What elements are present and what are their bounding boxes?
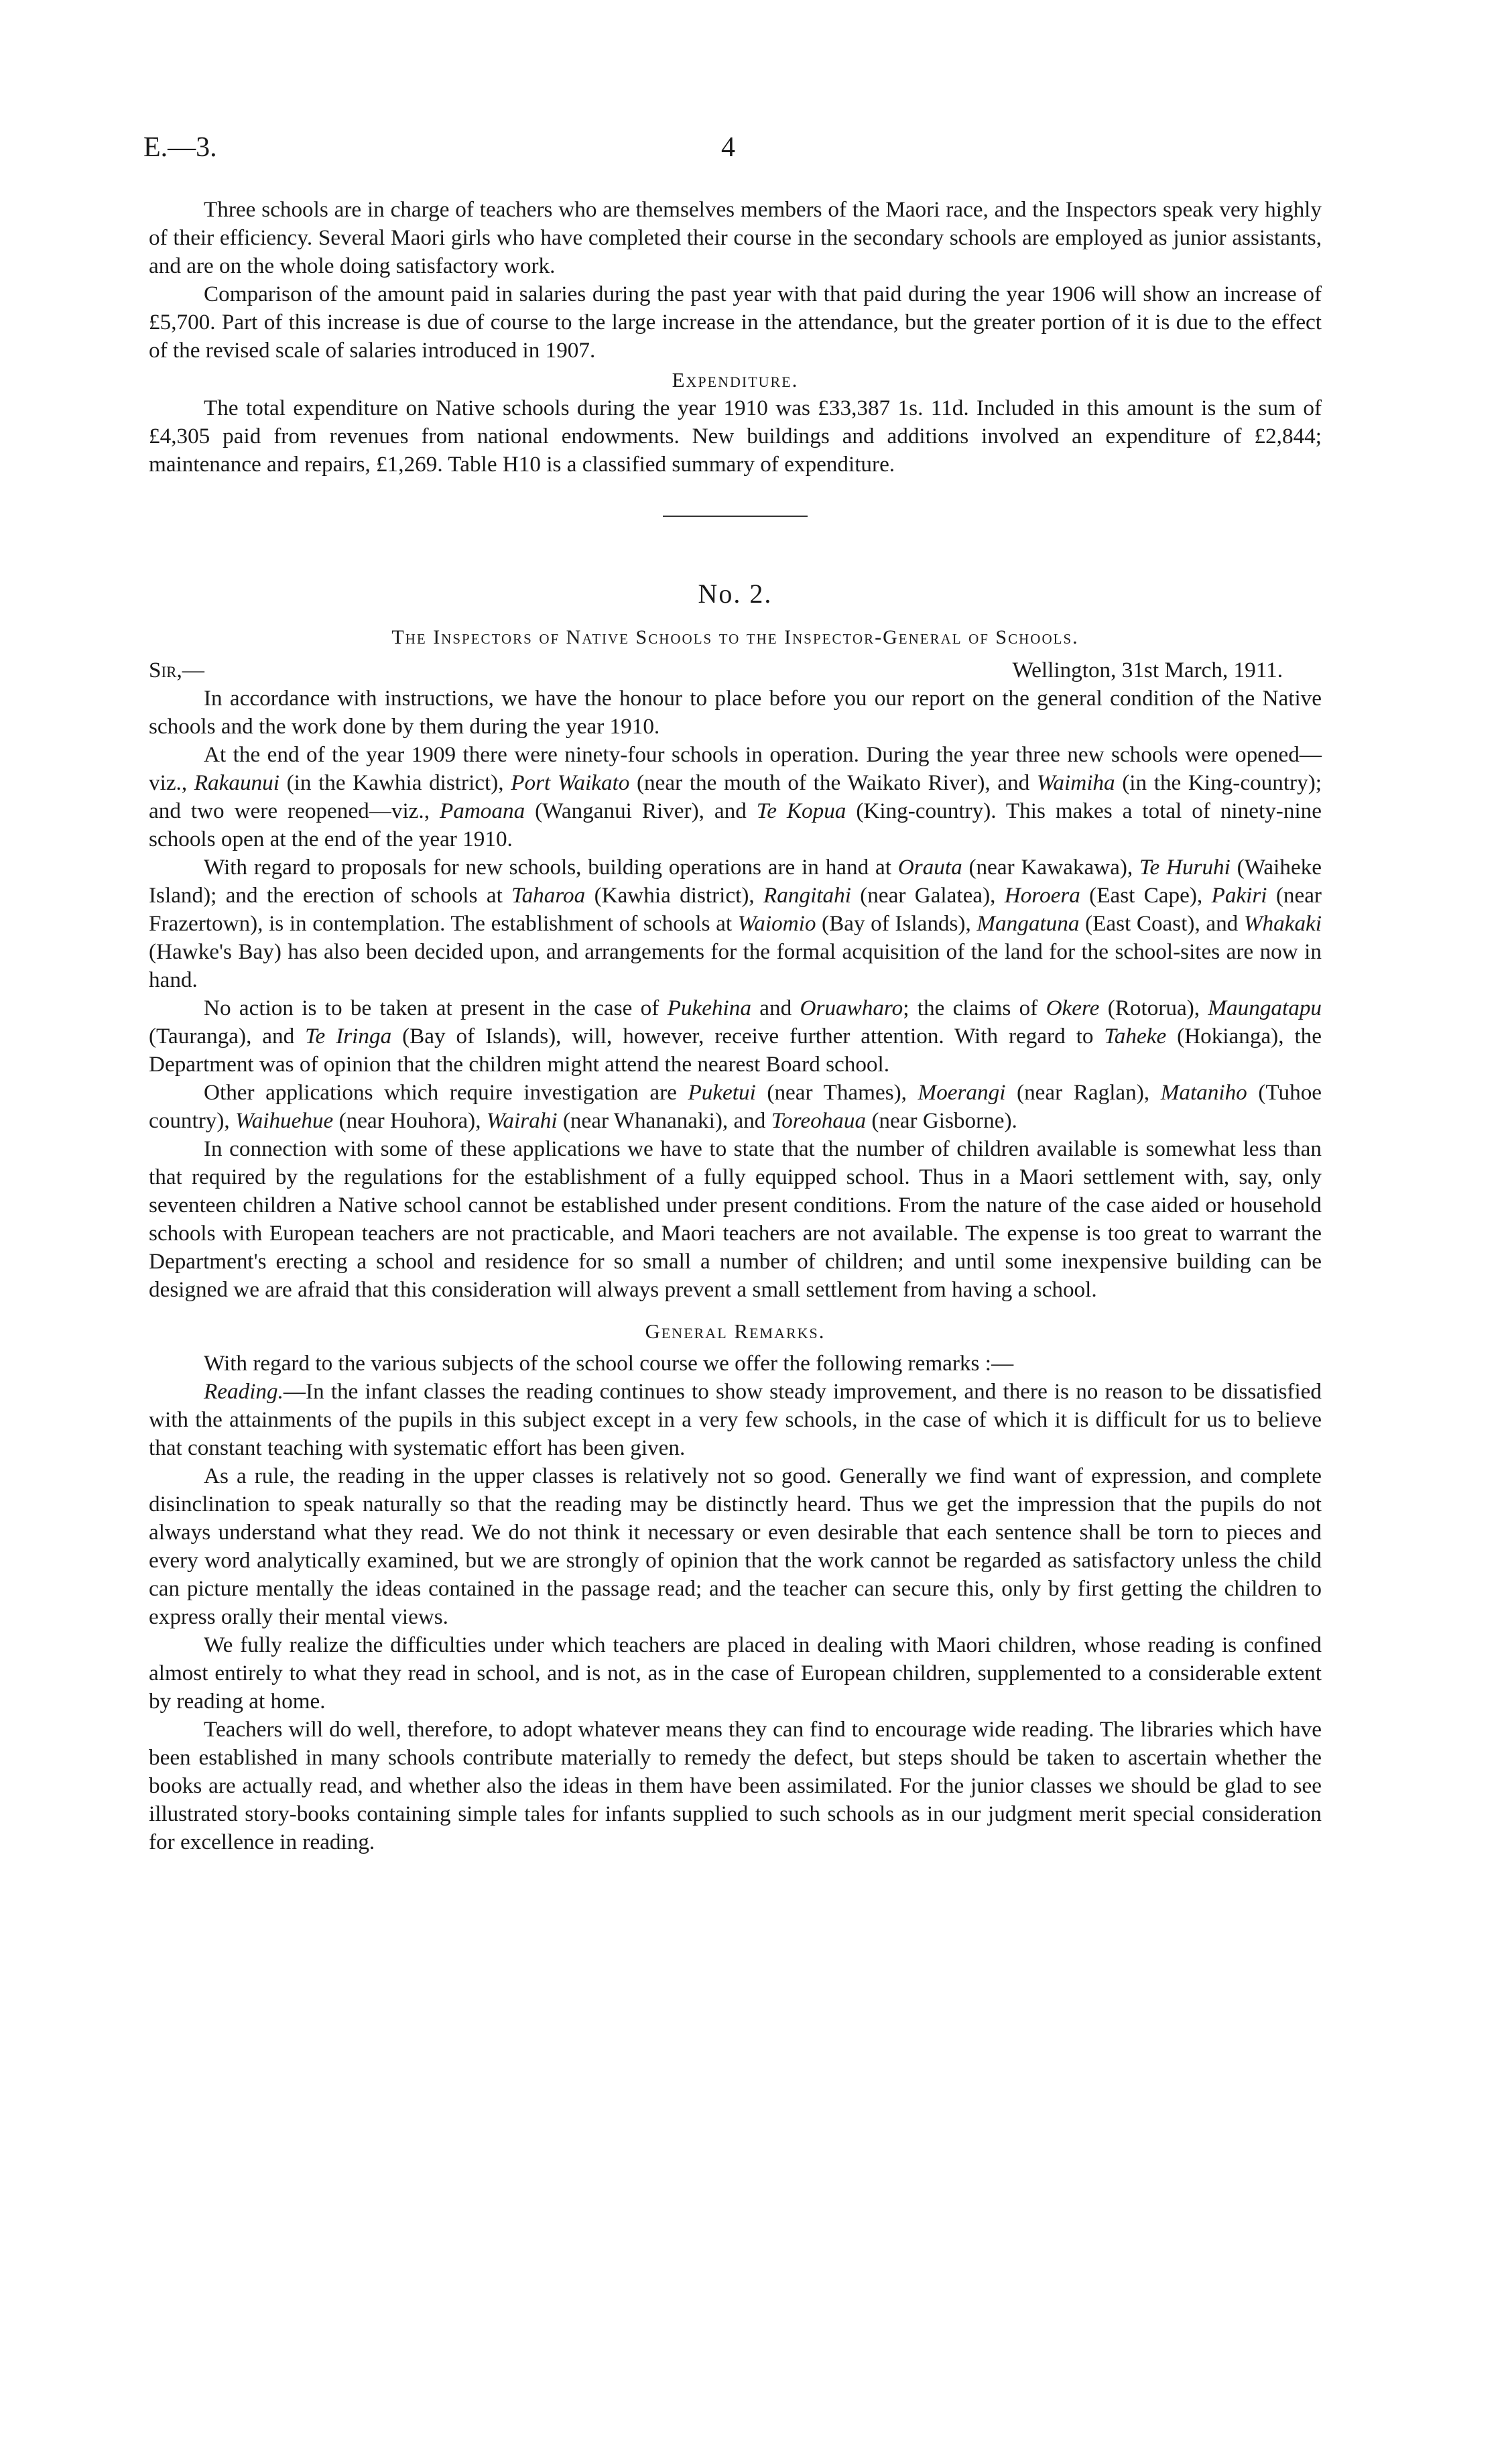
report-paragraph-other-applications: Other applications which require investigation are Puketui (near Thames), Moerangi (near Raglan), Mataniho (Tuhoe country), Waihuehue (near Houhora), Wairahi (near Whananaki), and Toreohaua (near Gisborne). (149, 1080, 1322, 1133)
remarks-paragraph-upper-classes: As a rule, the reading in the upper classes is relatively not so good. Generally we find want of expression, and complete disinclination to speak naturally so that the reading may be distinctly heard. Thus we get the impression that the pupils do not always understand what they read. We do not think it necessary or even desirable that each sentence shall be torn to pieces and every word analytically examined, but we are strongly of opinion that the work cannot be regarded as satisfactory unless the child can picture mentally the ideas contained in the passage read; and the teacher can secure this, only by first getting the children to express orally their mental views. (149, 1464, 1322, 1629)
report-number: No. 2. (698, 579, 773, 609)
salutation-line (149, 656, 1322, 685)
remarks-paragraph-intro: With regard to the various subjects of the school course we offer the following remarks :— (204, 1351, 1014, 1376)
remarks-paragraph-libraries: Teachers will do well, therefore, to adopt whatever means they can find to encourage wide reading. The libraries which have been established in many schools contribute materially to remedy the defect, but steps should be taken to ascertain whether the books are actually read, and whether also the ideas in them have been assimilated. For the junior classes we should be glad to see illustrated story-books containing simple tales for infants supplied to such schools as in our judgment merit special consideration for excellence in reading. (149, 1717, 1322, 1854)
remarks-paragraph-difficulties: We fully realize the difficulties under which teachers are placed in dealing with Maori children, whose reading is confined almost entirely to what they read in school, and is not, as in the case of European children, supplemented to a considerable extent by reading at home. (149, 1632, 1322, 1714)
paragraph-salaries: Comparison of the amount paid in salaries during the past year with that paid during the year 1906 will show an increase of £5,700. Part of this increase is due of course to the large increase in the attendance, but the greater portion of it is due to the effect of the revised scale of salaries introduced in 1907. (149, 282, 1322, 363)
expenditure-heading: Expenditure. (672, 368, 799, 392)
general-remarks-heading: General Remarks. (645, 1319, 826, 1343)
salutation: Sir,— (149, 658, 204, 682)
report-paragraph-connection: In connection with some of these applications we have to state that the number of children available is somewhat less than that required by the regulations for the establishment of a fully equipped school. Thus in a Maori settlement with, say, only seventeen children a Native school cannot be established under present conditions. From the nature of the case aided or household schools with European teachers are not practicable, and Maori teachers are not available. The expense is too great to warrant the Department's erecting a school and residence for so small a number of children; and until some inexpensive building can be designed we are afraid that this consideration will always prevent a small settlement from having a school. (149, 1136, 1322, 1302)
report-paragraph-intro: In accordance with instructions, we have the honour to place before you our report on the general condition of the Native schools and the work done by them during the year 1910. (149, 686, 1322, 739)
place-date: Wellington, 31st March, 1911. (1012, 658, 1283, 682)
paragraph-expenditure: The total expenditure on Native schools during the year 1910 was £33,387 1s. 11d. Included in this amount is the sum of £4,305 paid from revenues from national endowments. New buildings and additions involved an expenditure of £2,844; maintenance and repairs, £1,269. Table H10 is a classified summary of expenditure. (149, 396, 1322, 477)
report-address-line: The Inspectors of Native Schools to the Inspector-General of Schools. (391, 626, 1079, 648)
document-code: E.—3. (143, 132, 217, 163)
page-number: 4 (721, 132, 735, 163)
paragraph-maori-teachers: Three schools are in charge of teachers who are themselves members of the Maori race, and the Inspectors speak very highly of their efficiency. Several Maori girls who have completed their course in the secondary schools are employed as junior assistants, and are on the whole doing satisfactory work. (149, 197, 1322, 278)
document-body (149, 196, 1322, 1856)
page-header (143, 131, 1323, 172)
remarks-paragraph-reading: Reading.—In the infant classes the reading continues to show steady improvement, and there is no reason to be dissatisfied with the attainments of the pupils in this subject except in a very few schools, in the case of which it is difficult for us to believe that constant teaching with systematic effort has been given. (149, 1379, 1322, 1460)
report-paragraph-no-action: No action is to be taken at present in the case of Pukehina and Oruawharo; the claims of Okere (Rotorua), Maungatapu (Tauranga), and Te Iringa (Bay of Islands), will, however, receive further attention. With regard to Taheke (Hokianga), the Department was of opinion that the children might attend the nearest Board school. (149, 996, 1322, 1077)
report-paragraph-new-schools: With regard to proposals for new schools, building operations are in hand at Orauta (near Kawakawa), Te Huruhi (Waiheke Island); and the erection of schools at Taharoa (Kawhia district), Rangitahi (near Galatea), Horoera (East Cape), Pakiri (near Frazertown), is in contemplation. The establishment of schools at Waiomio (Bay of Islands), Mangatuna (East Coast), and Whakaki (Hawke's Bay) has also been decided upon, and arrangements for the formal acquisition of the land for the school-sites are now in hand. (149, 855, 1322, 992)
report-paragraph-schools-opened: At the end of the year 1909 there were ninety-four schools in operation. During the year three new schools were opened—viz., Rakaunui (in the Kawhia district), Port Waikato (near the mouth of the Waikato River), and Waimiha (in the King-country); and two were reopened—viz., Pamoana (Wanganui River), and Te Kopua (King-country). This makes a total of ninety-nine schools open at the end of the year 1910. (149, 742, 1322, 851)
